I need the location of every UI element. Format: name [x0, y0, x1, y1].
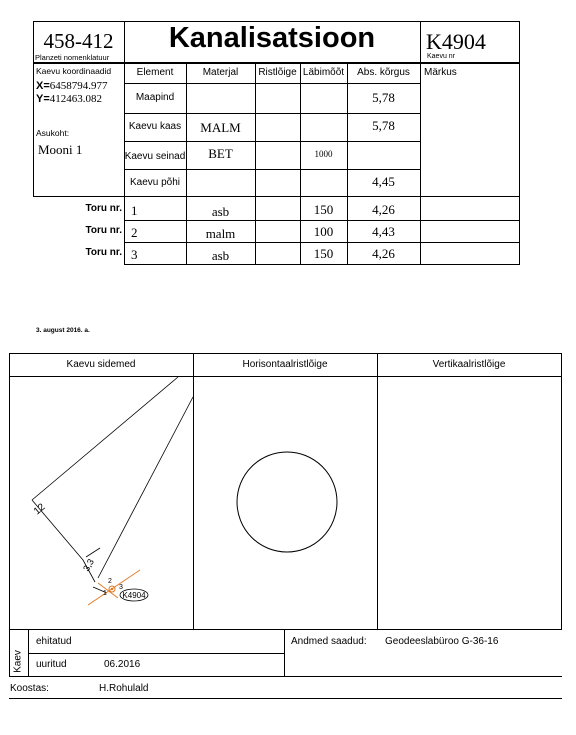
pipe-3-label: 3 — [119, 584, 123, 591]
row-height: 5,78 — [372, 90, 395, 105]
side-label: Kaev — [12, 650, 24, 673]
dimension-3-3: 3,3 — [81, 557, 96, 573]
page-title: Kanalisatsioon — [168, 22, 376, 54]
nomenclature-label: Planzeti nomenklatuur — [35, 53, 110, 62]
data-source-label: Andmed saadud: — [291, 636, 367, 647]
panel-title-horizontal: Horisontaalristlõige — [242, 359, 328, 370]
dimension-12: 12 — [31, 501, 48, 518]
pipe-label: Toru nr. — [85, 247, 122, 258]
sketch-well-label: K4904 — [122, 591, 146, 600]
pipe-2-label: 2 — [108, 578, 112, 585]
document-date: 3. august 2016. a. — [36, 327, 90, 334]
row-height: 5,78 — [372, 118, 395, 133]
panel-title-vertical: Vertikaalristlõige — [432, 359, 506, 370]
pipe-material: asb — [211, 248, 230, 263]
pipe-diameter: 150 — [313, 202, 334, 217]
surveyed-value: 06.2016 — [104, 659, 141, 670]
y-label: Y= — [36, 93, 50, 105]
author-label: Koostas: — [10, 683, 49, 694]
pipe-height: 4,26 — [372, 202, 395, 217]
well-number-label: Kaevu nr — [427, 53, 456, 60]
nomenclature: 458-412 — [43, 29, 114, 53]
x-value: 6458794.977 — [49, 80, 108, 92]
row-element: Kaevu seinad — [124, 151, 186, 162]
row-diameter: 1000 — [314, 149, 333, 159]
pipe-diameter: 100 — [313, 224, 334, 239]
col-element: Element — [136, 67, 174, 78]
horizontal-section — [193, 376, 377, 629]
site-value: Mooni 1 — [38, 142, 83, 157]
pipe-number: 1 — [131, 203, 138, 218]
well-number: K4904 — [426, 29, 486, 54]
row-material: BET — [208, 146, 233, 161]
x-label: X= — [36, 80, 50, 92]
status-built: ehitatud — [36, 636, 72, 647]
row-height: 4,45 — [372, 174, 395, 189]
panel-title-connections: Kaevu sidemed — [66, 359, 136, 370]
row-element: Kaevu kaas — [128, 121, 182, 132]
col-abs-height: Abs. kõrgus — [357, 67, 410, 78]
pipe-material: malm — [205, 226, 236, 241]
author-value: H.Rohulald — [99, 683, 149, 694]
pipe-1-label: 1 — [103, 590, 107, 597]
pipe-height: 4,43 — [372, 224, 395, 239]
pipe-number: 3 — [131, 247, 138, 262]
pipe-material: asb — [211, 204, 230, 219]
y-value: 412463.082 — [49, 93, 103, 105]
pipe-number: 2 — [131, 225, 138, 240]
data-source-value: Geodeeslabüroo G-36-16 — [385, 636, 499, 647]
row-element: Maapind — [135, 92, 175, 103]
col-diameter: Läbimõõt — [302, 67, 345, 78]
coords-label: Kaevu koordinaadid — [36, 66, 112, 76]
pipe-height: 4,26 — [372, 246, 395, 261]
row-element: Kaevu põhi — [129, 177, 181, 188]
row-material: MALM — [200, 120, 241, 135]
pipe-label: Toru nr. — [85, 225, 122, 236]
site-label: Asukoht: — [36, 128, 70, 138]
surveyed-label: uuritud — [36, 659, 67, 670]
col-material: Materjal — [202, 67, 239, 78]
pipe-diameter: 150 — [313, 246, 334, 261]
pipe-label: Toru nr. — [85, 203, 122, 214]
col-cross-section: Ristlõige — [258, 67, 297, 78]
col-remarks: Märkus — [424, 67, 457, 78]
